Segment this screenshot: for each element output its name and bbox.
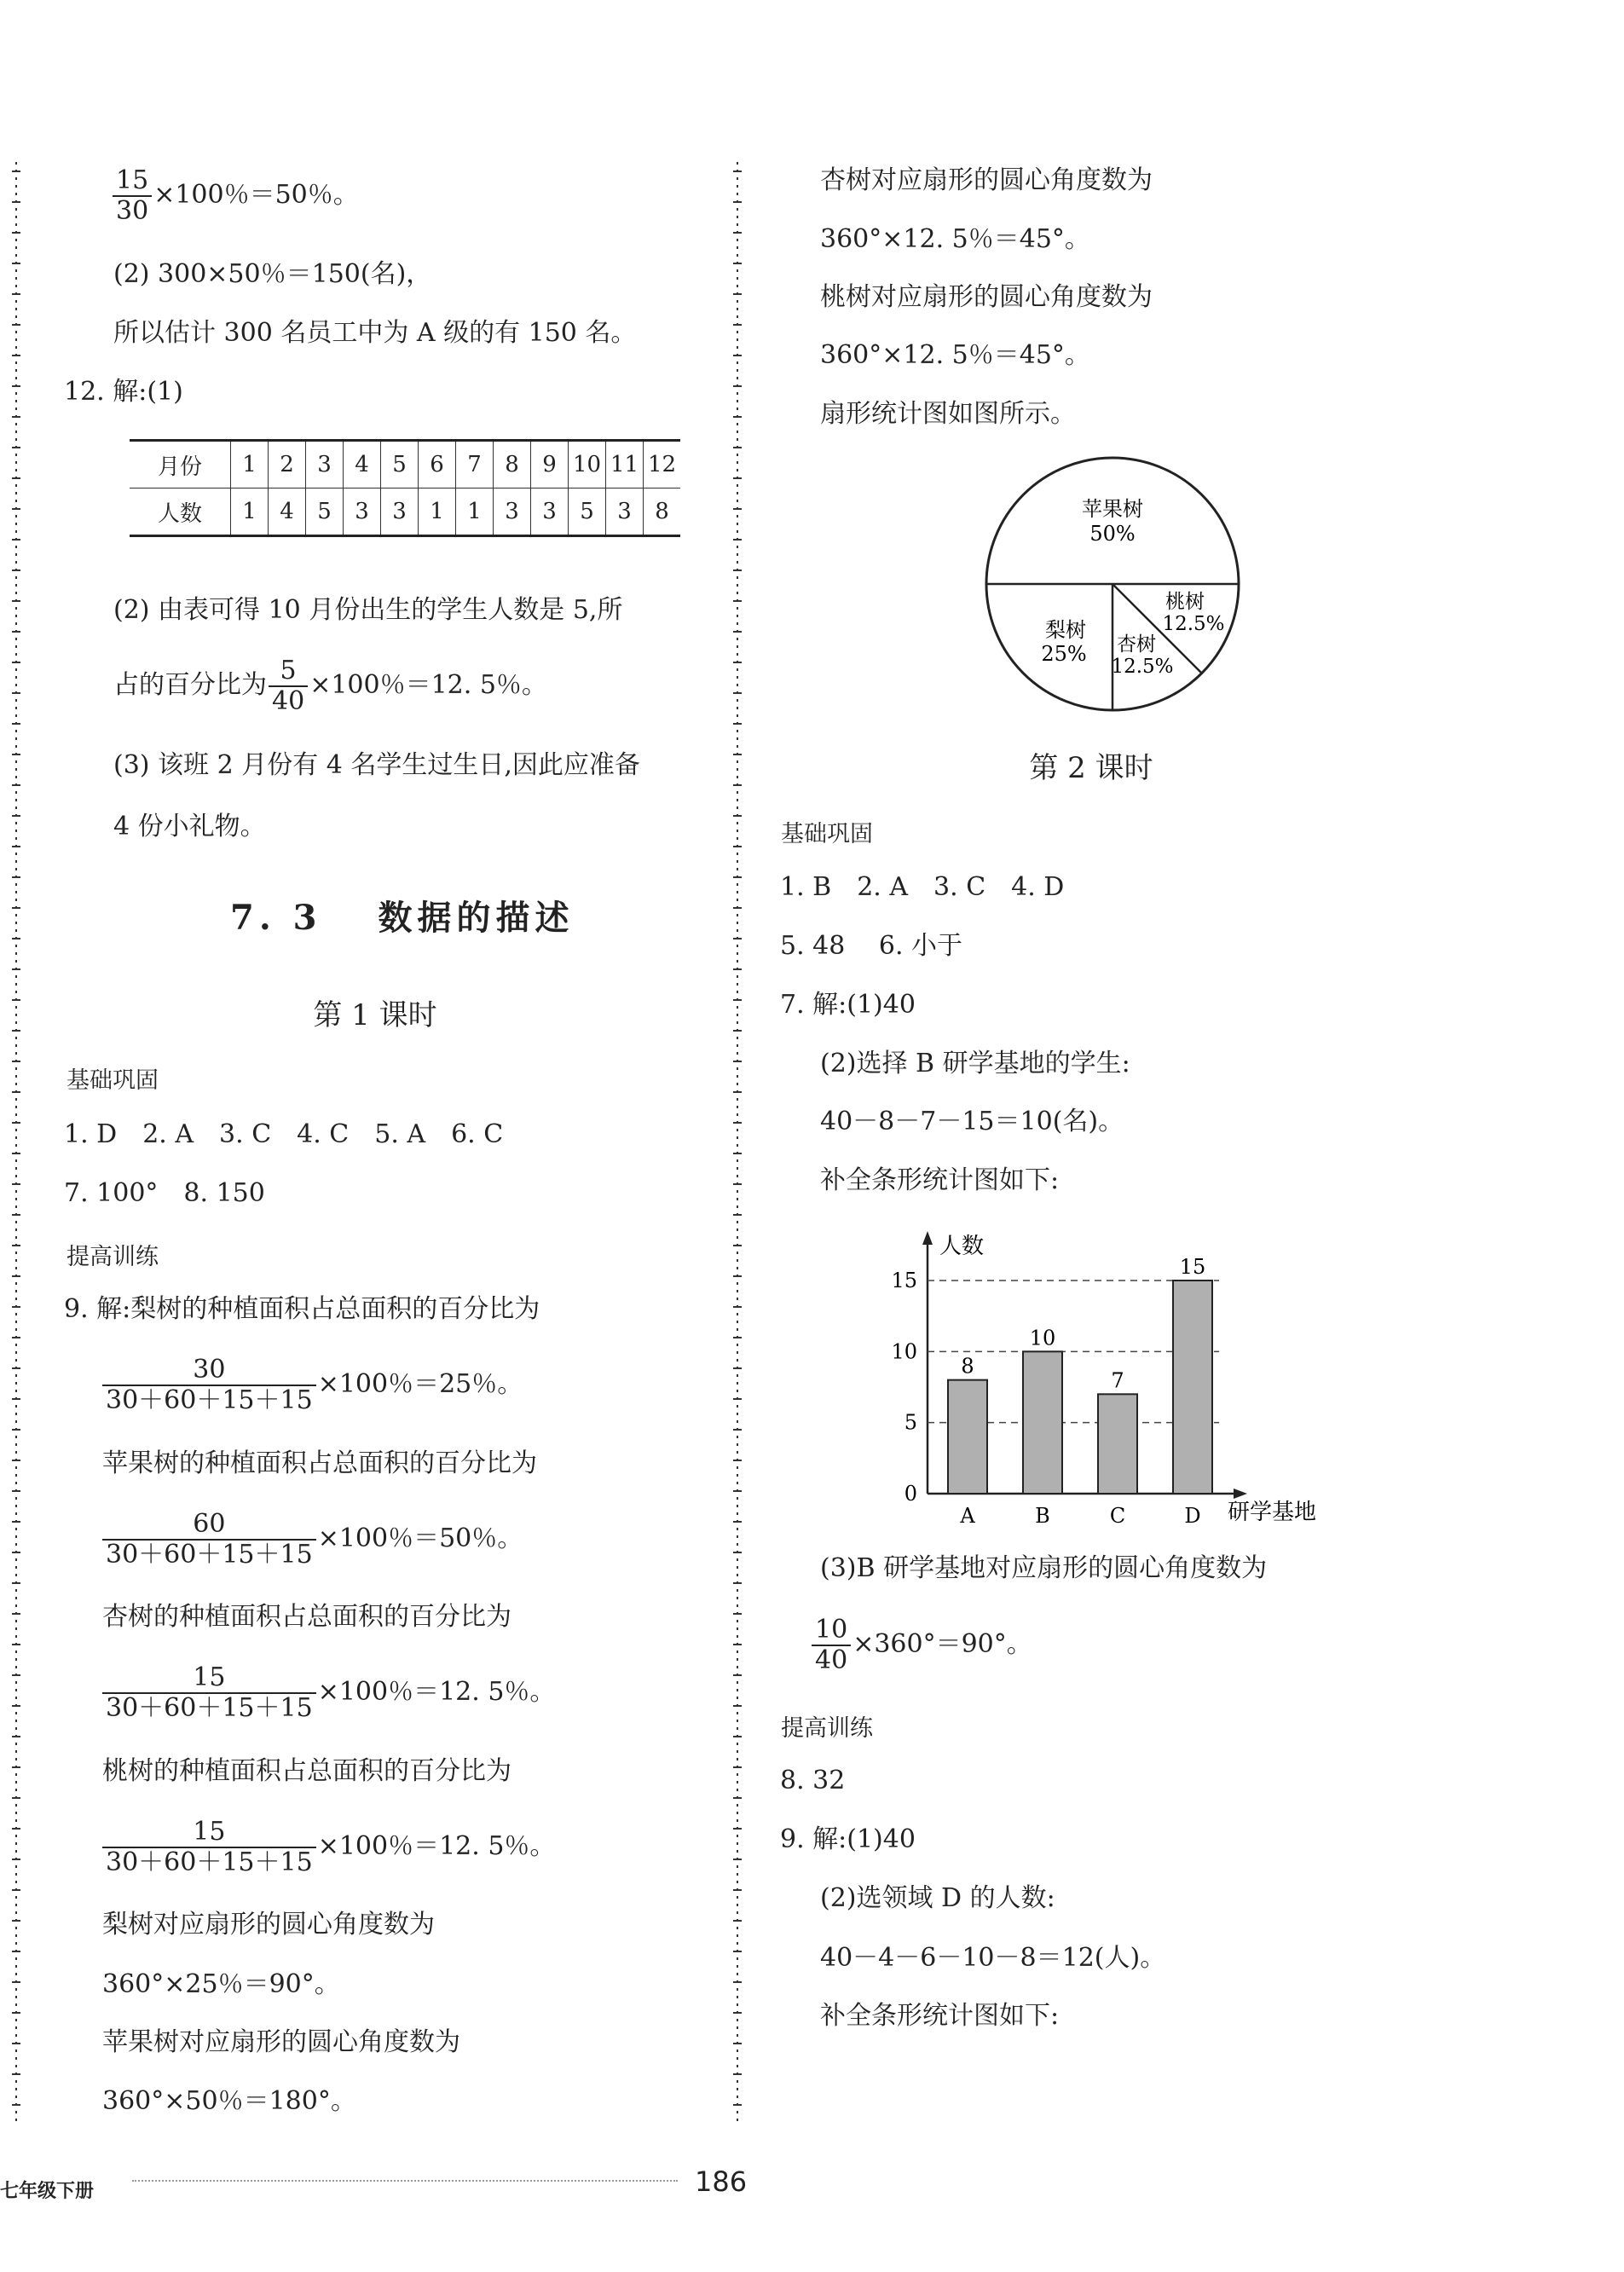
binding-tick (12, 1552, 20, 1553)
text-line: 杏树对应扇形的圆心角度数为 (820, 165, 1153, 195)
binding-tick (733, 1674, 742, 1676)
binding-tick (12, 938, 20, 939)
row-header: 月份 (130, 441, 231, 489)
binding-tick (12, 1306, 20, 1308)
binding-tick (12, 1398, 20, 1400)
text-line: 梨树对应扇形的圆心角度数为 (102, 1910, 435, 1940)
footer-divider (132, 2180, 678, 2182)
text-line: 补全条形统计图如下: (820, 1165, 1060, 1195)
binding-tick (733, 1214, 742, 1216)
binding-tick (12, 416, 20, 418)
binding-tick (733, 1859, 742, 1860)
answers-line: 7. 100° 8. 150 (64, 1178, 265, 1208)
binding-tick (733, 1828, 742, 1830)
text-line: 所以估计 300 名员工中为 A 级的有 150 名。 (113, 318, 637, 348)
binding-tick (12, 2073, 20, 2075)
binding-tick (733, 1398, 742, 1400)
binding-tick (733, 355, 742, 356)
binding-tick (12, 1337, 20, 1338)
pie-label-apricot: 杏树 (1117, 633, 1156, 656)
binding-tick (12, 907, 20, 909)
binding-tick (733, 1951, 742, 1952)
binding-tick (12, 2043, 20, 2044)
binding-tick (733, 1153, 742, 1154)
binding-tick (12, 1367, 20, 1369)
binding-tick (733, 1705, 742, 1707)
text-line: 桃树对应扇形的圆心角度数为 (820, 282, 1153, 312)
binding-tick (12, 999, 20, 1001)
binding-tick (733, 539, 742, 541)
bar-B (1023, 1351, 1062, 1494)
bar-chart (878, 1228, 1338, 1535)
binding-tick (12, 1275, 20, 1277)
text-line: (3)B 研学基地对应扇形的圆心角度数为 (820, 1553, 1268, 1583)
binding-tick (733, 1030, 742, 1032)
question-7: 7. 解:(1)40 (780, 990, 916, 1020)
binding-tick (733, 232, 742, 234)
binding-tick (733, 569, 742, 571)
bar-D (1173, 1281, 1212, 1494)
binding-tick (733, 1460, 742, 1461)
binding-tick (733, 1091, 742, 1093)
question-12: 12. 解:(1) (64, 377, 183, 407)
binding-tick (733, 784, 742, 786)
binding-tick (733, 1245, 742, 1246)
y-axis-label: 人数 (939, 1234, 985, 1259)
y-tick-label: 15 (891, 1269, 917, 1292)
binding-tick (12, 447, 20, 448)
binding-tick (733, 2043, 742, 2044)
y-tick-label: 5 (904, 1410, 917, 1435)
binding-tick (733, 1582, 742, 1584)
fraction-line: $\frac{15}{30+60+15+15}$ ×100％＝12. 5％。 (101, 1663, 555, 1723)
binding-tick (12, 2012, 20, 2014)
binding-tick (12, 846, 20, 847)
pie-label-peach: 桃树 (1165, 591, 1205, 613)
text-line: 360°×50％＝180°。 (102, 2086, 356, 2116)
section-label: 提高训练 (781, 1715, 873, 1742)
text-line: (2) 由表可得 10 月份出生的学生人数是 5,所 (113, 595, 623, 625)
text-line: 苹果树的种植面积占总面积的百分比为 (102, 1448, 537, 1478)
x-tick-label: C (1109, 1504, 1126, 1528)
text-line: (2) 300×50％＝150(名)， (113, 259, 432, 289)
text-line: 杏树的种植面积占总面积的百分比为 (102, 1602, 511, 1632)
binding-tick (12, 600, 20, 602)
text-line: 补全条形统计图如下: (820, 2001, 1060, 2031)
count-row: 人数 1 4 5 3 3 1 1 3 3 5 3 8 (130, 489, 680, 536)
text-line: 360°×25％＝90°。 (102, 1969, 340, 1999)
binding-tick (12, 968, 20, 970)
binding-tick (12, 385, 20, 387)
binding-tick (12, 1429, 20, 1431)
binding-tick (12, 1828, 20, 1830)
binding-tick (733, 723, 742, 725)
binding-tick (12, 1766, 20, 1768)
binding-tick (12, 477, 20, 479)
text-line: 360°×12. 5％＝45°。 (820, 224, 1090, 254)
question-9: 9. 解:梨树的种植面积占总面积的百分比为 (64, 1294, 540, 1324)
binding-tick (733, 171, 742, 172)
fraction-line: $\frac{30}{30+60+15+15}$ ×100％＝25％。 (101, 1356, 523, 1415)
x-tick-label: D (1184, 1504, 1201, 1528)
binding-tick (12, 815, 20, 817)
binding-tick (733, 1337, 742, 1338)
answers-line: 8. 32 (780, 1766, 846, 1795)
answers-line: 5. 48 6. 小于 (780, 931, 963, 961)
pie-pct-peach: 12.5% (1162, 613, 1225, 635)
fraction-line: $\frac{10}{40}$ ×360°＝90°。 (810, 1616, 1032, 1675)
pie-pct-pear: 25% (1041, 642, 1087, 666)
binding-tick (733, 1981, 742, 1983)
binding-tick (12, 1582, 20, 1584)
page-number: 186 (695, 2165, 748, 2198)
binding-tick (733, 1613, 742, 1615)
binding-tick (733, 938, 742, 939)
x-axis-label: 研学基地 (1228, 1500, 1317, 1525)
binding-tick (733, 1736, 742, 1737)
binding-tick (733, 293, 742, 295)
binding-tick (12, 1920, 20, 1922)
binding-tick (12, 1030, 20, 1032)
binding-tick (12, 232, 20, 234)
binding-tick (12, 201, 20, 203)
binding-tick (733, 324, 742, 326)
binding-tick (12, 1521, 20, 1523)
binding-tick (12, 1122, 20, 1124)
text-line: 40－8－7－15＝10(名)。 (820, 1107, 1124, 1136)
binding-tick (733, 600, 742, 602)
binding-tick (733, 2073, 742, 2075)
x-tick-label: B (1035, 1504, 1050, 1528)
binding-tick (12, 1183, 20, 1185)
section-label: 提高训练 (66, 1244, 159, 1270)
bar-value-label: 15 (1179, 1255, 1206, 1279)
binding-tick (12, 631, 20, 633)
binding-tick (733, 1920, 742, 1922)
fraction-line: $\frac{60}{30+60+15+15}$ ×100％＝50％。 (101, 1510, 523, 1570)
pie-pct-apple: 50% (1089, 522, 1136, 546)
binding-tick (12, 508, 20, 510)
binding-tick (12, 1797, 20, 1799)
binding-tick (12, 1951, 20, 1952)
binding-tick (12, 1674, 20, 1676)
x-tick-label: A (960, 1504, 975, 1528)
binding-tick (12, 1214, 20, 1216)
binding-tick (12, 263, 20, 264)
binding-tick (12, 539, 20, 541)
binding-tick (12, 1889, 20, 1891)
bar-value-label: 8 (961, 1354, 974, 1379)
question-9: 9. 解:(1)40 (780, 1824, 916, 1854)
binding-tick (733, 631, 742, 633)
binding-tick (733, 2012, 742, 2014)
binding-tick (733, 1306, 742, 1308)
binding-tick (733, 1889, 742, 1891)
fraction-line: 占的百分比为 $\frac{5}{40}$ ×100％＝12. 5％。 (113, 656, 547, 716)
binding-tick (12, 171, 20, 172)
binding-tick (12, 1705, 20, 1707)
binding-tick (12, 1981, 20, 1983)
binding-tick (733, 1644, 742, 1645)
binding-tick (733, 416, 742, 418)
binding-tick (733, 1429, 742, 1431)
binding-tick (733, 999, 742, 1001)
lesson-title: 第 2 课时 (1029, 751, 1153, 785)
fraction-line: $\frac{15}{30+60+15+15}$ ×100％＝12. 5％。 (101, 1818, 555, 1877)
y-tick-label: 10 (891, 1339, 917, 1364)
binding-tick (733, 692, 742, 694)
text-line: 40－4－6－10－8＝12(人)。 (820, 1943, 1166, 1973)
section-title: 7. 3 数据的描述 (230, 898, 575, 938)
binding-tick (12, 1859, 20, 1860)
pie-pct-apricot: 12.5% (1111, 656, 1174, 678)
binding-tick (12, 293, 20, 295)
lesson-title: 第 1 课时 (313, 998, 437, 1032)
binding-tick (733, 1490, 742, 1492)
text-line: 4 份小礼物。 (113, 812, 266, 841)
binding-tick (12, 2104, 20, 2106)
binding-tick (733, 385, 742, 387)
fraction-line-1: $\frac{15}{30}$ ×100％＝50％。 (111, 166, 359, 226)
binding-tick (733, 477, 742, 479)
pie-label-apple: 苹果树 (1082, 497, 1143, 521)
answers-line: 1. D 2. A 3. C 4. C 5. A 6. C (64, 1119, 504, 1149)
text-line: 360°×12. 5％＝45°。 (820, 340, 1090, 370)
binding-tick (12, 324, 20, 326)
binding-tick (12, 1490, 20, 1492)
binding-tick (12, 355, 20, 356)
month-row: 月份 1 2 3 4 5 6 7 8 9 10 11 12 (130, 441, 680, 489)
binding-tick (12, 1153, 20, 1154)
binding-tick (733, 201, 742, 203)
text-line: (3) 该班 2 月份有 4 名学生过生日,因此应准备 (113, 750, 640, 780)
binding-tick (12, 1613, 20, 1615)
y-axis-arrow (922, 1231, 933, 1245)
bar-C (1098, 1394, 1137, 1494)
binding-tick (12, 754, 20, 755)
x-axis-arrow (1234, 1489, 1247, 1499)
binding-tick (733, 1061, 742, 1062)
binding-tick (733, 876, 742, 878)
text-line: (2)选择 B 研学基地的学生: (820, 1049, 1130, 1078)
text-line: 桃树的种植面积占总面积的百分比为 (102, 1756, 511, 1786)
binding-tick (733, 1275, 742, 1277)
bar-A (948, 1380, 987, 1494)
answers-line: 1. B 2. A 3. C 4. D (780, 872, 1065, 902)
binding-tick (733, 846, 742, 847)
binding-tick (12, 1736, 20, 1737)
birth-month-table (130, 439, 680, 537)
binding-tick (733, 815, 742, 817)
section-label: 基础巩固 (66, 1067, 159, 1094)
binding-tick (733, 508, 742, 510)
binding-tick (733, 447, 742, 448)
bar-value-label: 10 (1029, 1326, 1056, 1350)
row-header: 人数 (130, 489, 231, 536)
text-line: 苹果树对应扇形的圆心角度数为 (102, 2027, 460, 2057)
binding-tick (733, 2104, 742, 2106)
binding-tick (733, 1797, 742, 1799)
binding-tick (12, 876, 20, 878)
binding-tick (12, 1061, 20, 1062)
text-line: 扇形统计图如图所示。 (820, 399, 1076, 429)
binding-tick (733, 263, 742, 264)
binding-tick (733, 1367, 742, 1369)
footer-grade: 七年级下册 (0, 2181, 95, 2202)
binding-tick (12, 784, 20, 786)
binding-tick (733, 1521, 742, 1523)
binding-tick (12, 662, 20, 663)
text-line: (2)选领域 D 的人数: (820, 1883, 1055, 1913)
binding-tick (733, 907, 742, 909)
pie-label-pear: 梨树 (1045, 618, 1086, 642)
binding-tick (12, 1091, 20, 1093)
binding-tick (733, 968, 742, 970)
bar-value-label: 7 (1111, 1368, 1124, 1393)
binding-tick (733, 662, 742, 663)
binding-tick (12, 569, 20, 571)
binding-tick (733, 1122, 742, 1124)
binding-tick (12, 1644, 20, 1645)
section-label: 基础巩固 (781, 821, 873, 847)
y-tick-label: 0 (904, 1482, 917, 1506)
binding-tick (12, 692, 20, 694)
binding-tick (733, 754, 742, 755)
binding-tick (12, 723, 20, 725)
binding-tick (733, 1766, 742, 1768)
pie-chart (980, 456, 1245, 720)
binding-tick (12, 1245, 20, 1246)
binding-tick (733, 1183, 742, 1185)
binding-tick (733, 1552, 742, 1553)
binding-tick (12, 1460, 20, 1461)
